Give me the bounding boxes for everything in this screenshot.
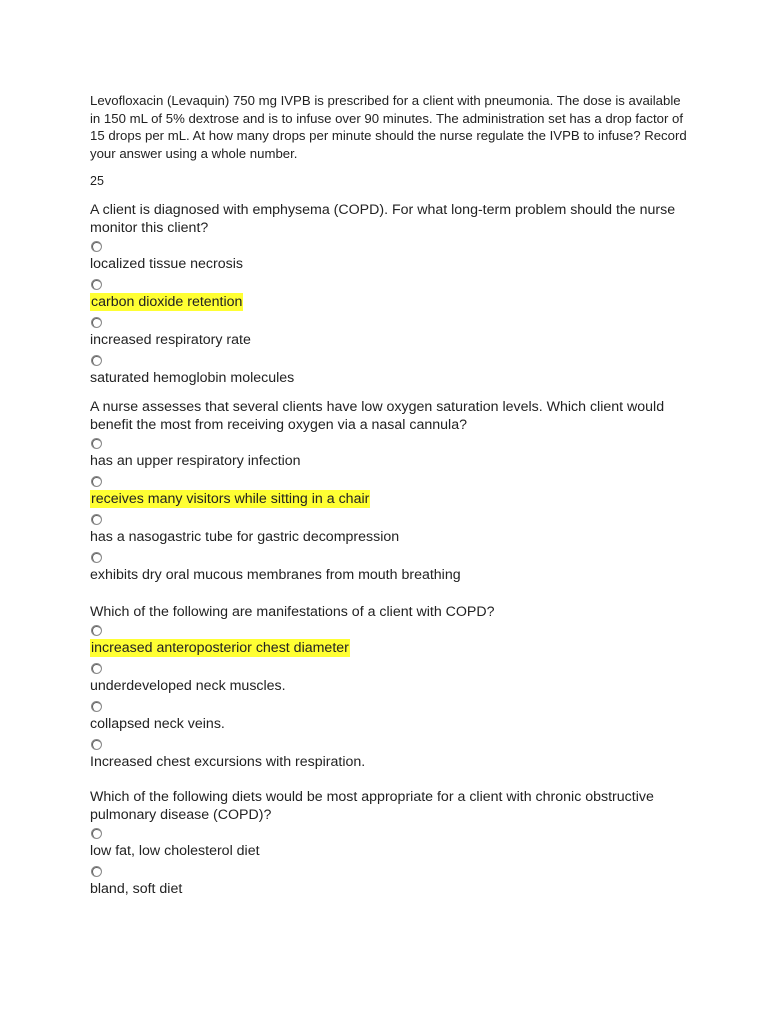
option-saturated-hemoglobin-molecules[interactable] — [90, 351, 690, 389]
option-anteroposterior-chest-diameter[interactable] — [90, 621, 690, 659]
question-text: Which of the following diets would be most appropriate for a client with chronic obstructive pulmonary disease (COPD)? — [90, 789, 654, 823]
option-label-highlighted: receives many visitors while sitting in a chair — [91, 491, 370, 507]
option-label: underdeveloped neck muscles. — [90, 678, 286, 694]
option-label: low fat, low cholesterol diet — [90, 843, 260, 859]
radio-button-icon[interactable] — [91, 552, 102, 563]
radio-button-icon[interactable] — [91, 438, 102, 449]
radio-button-icon[interactable] — [91, 701, 102, 712]
option-low-fat-low-cholesterol-diet[interactable] — [90, 824, 690, 862]
option-label: collapsed neck veins. — [90, 716, 225, 732]
radio-button-icon[interactable] — [91, 241, 102, 252]
question-text: A nurse assesses that several clients have low oxygen saturation levels. Which client would benefit the most from receiving oxygen via a nasal cannula? — [90, 399, 665, 433]
option-label: saturated hemoglobin molecules — [90, 370, 295, 386]
question-block-4 — [90, 788, 690, 900]
radio-button-icon[interactable] — [91, 317, 102, 328]
document-page — [90, 92, 690, 900]
radio-button-icon[interactable] — [91, 355, 102, 366]
question-text: A client is diagnosed with emphysema (COPD). For what long-term problem should the nurse monitor this client? — [90, 202, 676, 236]
option-collapsed-neck-veins[interactable] — [90, 697, 690, 735]
dosage-question-text: Levofloxacin (Levaquin) 750 mg IVPB is prescribed for a client with pneumonia. The dose is available in 150 mL of 5% dextrose and is to infuse over 90 minutes. The administration set has a drop factor of 15 drops per mL. At how many drops per minute should the nurse regulate the IVPB to infuse? Record your answer using a whole number. — [90, 93, 687, 161]
option-label: has an upper respiratory infection — [90, 453, 301, 469]
option-many-visitors[interactable] — [90, 472, 690, 510]
option-upper-respiratory-infection[interactable] — [90, 434, 690, 472]
option-label-highlighted: increased anteroposterior chest diameter — [91, 640, 349, 656]
option-label: exhibits dry oral mucous membranes from mouth breathing — [90, 567, 461, 583]
option-dry-oral-mucous-membranes[interactable] — [90, 548, 690, 586]
radio-button-icon[interactable] — [91, 514, 102, 525]
option-label: Increased chest excursions with respiration. — [90, 754, 366, 770]
radio-button-icon[interactable] — [91, 663, 102, 674]
option-carbon-dioxide-retention[interactable] — [90, 275, 690, 313]
question-text: Which of the following are manifestations of a client with COPD? — [90, 604, 495, 620]
radio-button-icon[interactable] — [91, 828, 102, 839]
radio-button-icon[interactable] — [91, 279, 102, 290]
option-underdeveloped-neck-muscles[interactable] — [90, 659, 690, 697]
question-block-2 — [90, 398, 690, 586]
question-block-1 — [90, 201, 690, 389]
option-localized-tissue-necrosis[interactable] — [90, 237, 690, 275]
option-label: bland, soft diet — [90, 881, 183, 897]
option-nasogastric-tube[interactable] — [90, 510, 690, 548]
option-label: increased respiratory rate — [90, 332, 251, 348]
radio-button-icon[interactable] — [91, 625, 102, 636]
dosage-answer: 25 — [90, 174, 104, 188]
question-block-3 — [90, 603, 690, 773]
radio-button-icon[interactable] — [91, 866, 102, 877]
radio-button-icon[interactable] — [91, 739, 102, 750]
option-increased-chest-excursions[interactable] — [90, 735, 690, 773]
option-bland-soft-diet[interactable] — [90, 862, 690, 900]
option-increased-respiratory-rate[interactable] — [90, 313, 690, 351]
option-label-highlighted: carbon dioxide retention — [91, 294, 243, 310]
option-label: has a nasogastric tube for gastric decompression — [90, 529, 400, 545]
radio-button-icon[interactable] — [91, 476, 102, 487]
option-label: localized tissue necrosis — [90, 256, 243, 272]
